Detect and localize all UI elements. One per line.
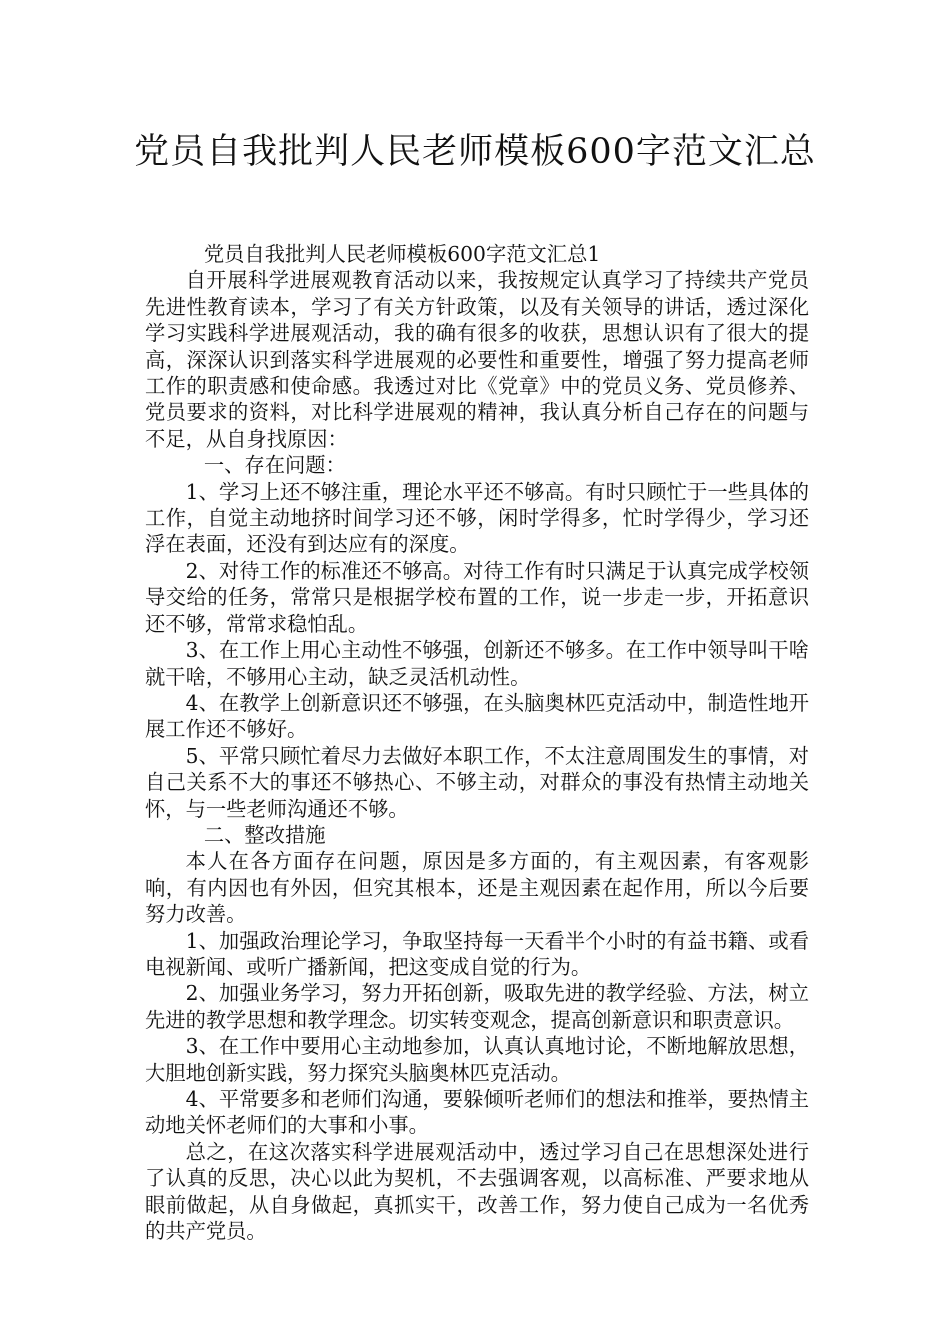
problem-item-1: 1、学习上还不够注重，理论水平还不够高。有时只顾忙于一些具体的工作，自觉主动地挤时间学习还不够，闲时学得多，忙时学得少，学习还浮在表面，还没有到达应有的深度。	[145, 479, 809, 557]
measure-item-1: 1、加强政治理论学习，争取坚持每一天看半个小时的有益书籍、或看电视新闻、或听广播新闻，把这变成自觉的行为。	[145, 928, 809, 979]
measure-item-4: 4、平常要多和老师们沟通，要躲倾听老师们的想法和推举，要热情主动地关怀老师们的大事和小事。	[145, 1087, 809, 1138]
problem-item-2: 2、对待工作的标准还不够高。对待工作有时只满足于认真完成学校领导交给的任务，常常只是根据学校布置的工作，说一步走一步，开拓意识还不够，常常求稳怕乱。	[145, 558, 809, 636]
section-heading-measures: 二、整改措施	[203, 822, 326, 847]
measure-item-3: 3、在工作中要用心主动地参加，认真认真地讨论，不断地解放思想，大胆地创新实践，努力探究头脑奥林匹克活动。	[145, 1034, 809, 1085]
paragraph-conclusion: 总之，在这次落实科学进展观活动中，透过学习自己在思想深处进行了认真的反思，决心以此为契机，不去强调客观，以高标准、严要求地从眼前做起，从自身做起，真抓实干，改善工作，努力使自己成为一名优秀的共产党员。	[145, 1139, 809, 1244]
document-title: 党员自我批判人民老师模板600字范文汇总	[134, 132, 816, 172]
document-subtitle: 党员自我批判人民老师模板600字范文汇总1	[203, 242, 601, 266]
section-heading-problems: 一、存在问题：	[203, 453, 346, 478]
paragraph-intro: 自开展科学进展观教育活动以来，我按规定认真学习了持续共产党员先进性教育读本，学习了有关方针政策，以及有关领导的讲话，透过深化学习实践科学进展观活动，我的确有很多的收获，思想认识有了很大的提高，深深认识到落实科学进展观的必要性和重要性，增强了努力提高老师工作的职责感和使命感。我透过对比《党章》中的党员义务、党员修养、党员要求的资料，对比科学进展观的精神，我认真分析自己存在的问题与不足，从自身找原因：	[145, 268, 809, 451]
problem-item-3: 3、在工作上用心主动性不够强，创新还不够多。在工作中领导叫干啥就干啥，不够用心主动，缺乏灵活机动性。	[145, 638, 809, 689]
measure-item-2: 2、加强业务学习，努力开拓创新，吸取先进的教学经验、方法，树立先进的教学思想和教学理念。切实转变观念，提高创新意识和职责意识。	[145, 981, 809, 1032]
problem-item-4: 4、在教学上创新意识还不够强，在头脑奥林匹克活动中，制造性地开展工作还不够好。	[145, 690, 809, 742]
measures-intro: 本人在各方面存在问题，原因是多方面的，有主观因素，有客观影响，有内因也有外因，但究其根本，还是主观因素在起作用，所以今后要努力改善。	[145, 849, 809, 927]
problem-item-5: 5、平常只顾忙着尽力去做好本职工作，不太注意周围发生的事情，对自己关系不大的事还不够热心、不够主动，对群众的事没有热情主动地关怀，与一些老师沟通还不够。	[145, 743, 809, 821]
document-body	[145, 241, 809, 1244]
